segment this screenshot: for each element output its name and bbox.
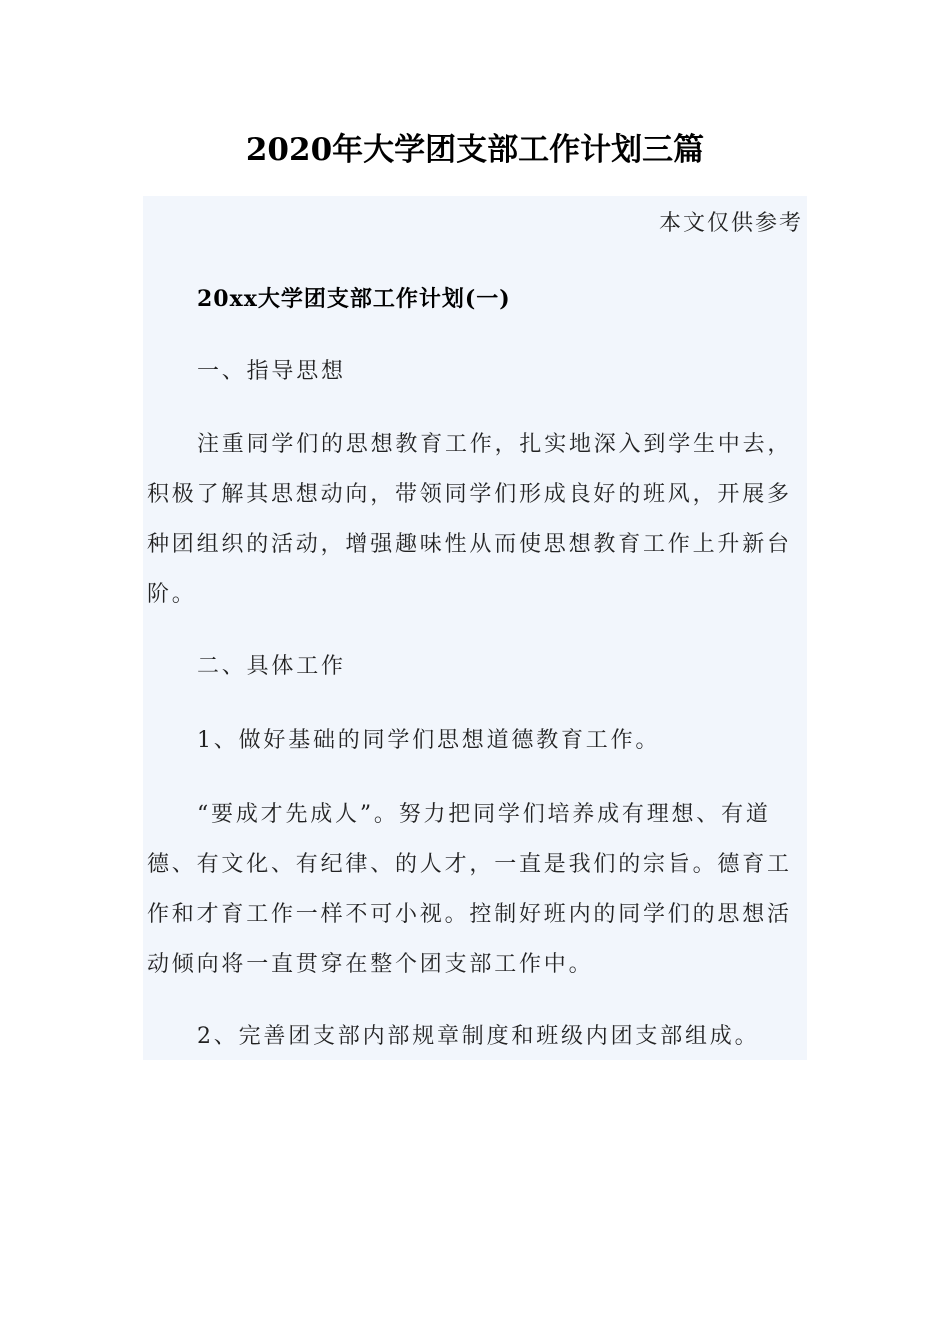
- content-area: [143, 196, 807, 1060]
- body-paragraph: 注重同学们的思想教育工作，扎实地深入到学生中去，积极了解其思想动向，带领同学们形成良好的班风，开展多种团组织的活动，增强趣味性从而使思想教育工作上升新台阶。: [147, 432, 793, 607]
- disclaimer-note: 本文仅供参考: [658, 211, 803, 236]
- subsection-heading: 二、具体工作: [197, 654, 346, 679]
- body-paragraph: “要成才先成人”。努力把同学们培养成有理想、有道德、有文化、有纪律、的人才，一直是我们的宗旨。德育工作和才育工作一样不可小视。控制好班内的同学们的思想活动倾向将一直贯穿在整个团支部工作中。: [147, 802, 792, 977]
- section-heading: 20xx大学团支部工作计划(一): [197, 286, 511, 312]
- subsection-heading: 一、指导思想: [197, 359, 346, 384]
- body-paragraph: 1、做好基础的同学们思想道德教育工作。: [197, 728, 661, 753]
- document-title: 2020年大学团支部工作计划三篇: [245, 132, 705, 168]
- body-paragraph: 2、完善团支部内部规章制度和班级内团支部组成。: [197, 1024, 760, 1049]
